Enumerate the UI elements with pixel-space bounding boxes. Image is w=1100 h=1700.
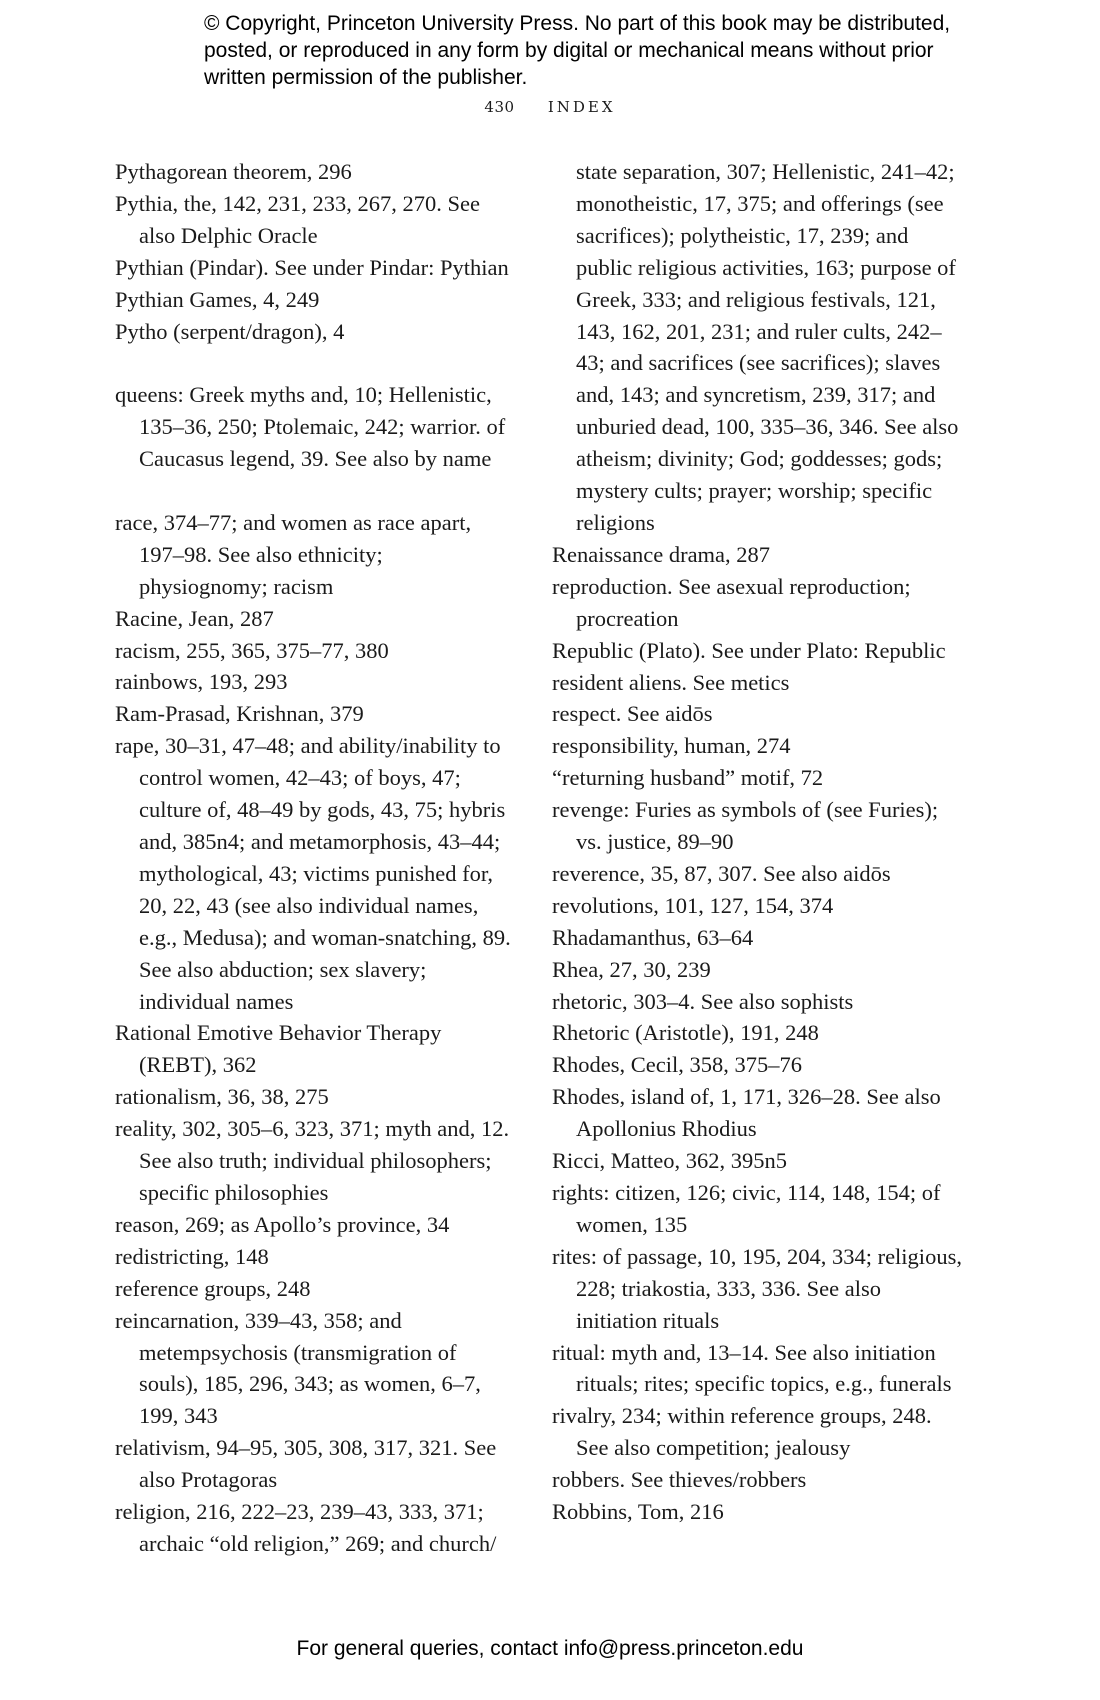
- index-entry: Pythia, the, 142, 231, 233, 267, 270. See also Delphic Oracle: [115, 190, 480, 248]
- index-column-left: [115, 156, 515, 1560]
- index-entry: Rhodes, Cecil, 358, 375–76: [552, 1052, 802, 1078]
- index-entry: relativism, 94–95, 305, 308, 317, 321. See also Protagoras: [115, 1435, 497, 1493]
- running-head: [0, 98, 1100, 116]
- index-entry: rights: citizen, 126; civic, 114, 148, 154; of women, 135: [552, 1180, 941, 1237]
- index-entry: “returning husband” motif, 72: [552, 765, 824, 791]
- index-entry: revolutions, 101, 127, 154, 374: [552, 892, 834, 918]
- index-entry: responsibility, human, 274: [552, 733, 791, 759]
- page-number: 430: [484, 98, 515, 116]
- index-column-right: [552, 156, 962, 1528]
- index-entry: Rhea, 27, 30, 239: [552, 956, 711, 982]
- index-entry: rationalism, 36, 38, 275: [115, 1084, 329, 1110]
- index-entry: rivalry, 234; within reference groups, 248. See also competition; jealousy: [552, 1403, 932, 1461]
- index-entry: revenge: Furies as symbols of (see Furies); vs. justice, 89–90: [552, 797, 939, 855]
- index-entry: resident aliens. See metics: [552, 669, 790, 695]
- index-entry: ritual: myth and, 13–14. See also initiation rituals; rites; specific topics, e.g., funerals: [552, 1339, 952, 1397]
- letter-group-gap: [115, 347, 515, 379]
- index-entry: Pytho (serpent/dragon), 4: [115, 318, 345, 344]
- index-entry: race, 374–77; and women as race apart, 197–98. See also ethnicity; physiognomy; racism: [115, 509, 472, 599]
- index-entry: Robbins, Tom, 216: [552, 1499, 724, 1525]
- index-entry: Rhadamanthus, 63–64: [552, 924, 754, 950]
- index-entry: reverence, 35, 87, 307. See also aidōs: [552, 860, 891, 886]
- index-entry: Republic (Plato). See under Plato: Republic: [552, 637, 946, 663]
- index-entry: robbers. See thieves/robbers: [552, 1467, 807, 1493]
- index-entry: reference groups, 248: [115, 1275, 311, 1301]
- index-entry-continuation: state separation, 307; Hellenistic, 241–42; monotheistic, 17, 375; and offerings (see sacrifices); polytheistic, 17, 239; and public religious activities, 163; purpose of Greek, 333; and religious festivals, 121, 143, 162, 201, 231; and ruler cults, 242–43; and sacrifices (see sacrifices); slaves and, 143; and syncretism, 239, 317; and unburied dead, 100, 335–36, 346. See also atheism; divinity; God; goddesses; gods; mystery cults; prayer; worship; specific religions: [576, 159, 959, 535]
- index-entry: reproduction. See asexual reproduction; procreation: [552, 573, 911, 631]
- letter-group-gap: [115, 475, 515, 507]
- index-entry: Racine, Jean, 287: [115, 605, 274, 631]
- index-entry: rape, 30–31, 47–48; and ability/inability to control women, 42–43; of boys, 47; culture of, 48–49 by gods, 43, 75; hybris and, 385n4; and metamorphosis, 43–44; mythological, 43; victims punished for, 20, 22, 43 (see also individual names, e.g., Medusa); and woman-snatching, 89. See also abduction; sex slavery; individual names: [115, 733, 511, 1014]
- index-entry: racism, 255, 365, 375–77, 380: [115, 637, 389, 663]
- index-entry: Pythian Games, 4, 249: [115, 286, 320, 312]
- index-entry: queens: Greek myths and, 10; Hellenistic, 135–36, 250; Ptolemaic, 242; warrior. of Caucasus legend, 39. See also by name: [115, 382, 506, 472]
- index-entry: Pythagorean theorem, 296: [115, 159, 352, 184]
- index-entry: rainbows, 193, 293: [115, 669, 288, 695]
- index-entry: religion, 216, 222–23, 239–43, 333, 371; archaic “old religion,” 269; and church/: [115, 1499, 497, 1556]
- index-entry: Rhodes, island of, 1, 171, 326–28. See also Apollonius Rhodius: [552, 1084, 941, 1142]
- index-entry: reason, 269; as Apollo’s province, 34: [115, 1211, 450, 1237]
- running-head-title: INDEX: [547, 98, 616, 116]
- index-entry: Ram-Prasad, Krishnan, 379: [115, 701, 364, 727]
- index-entry: reality, 302, 305–6, 323, 371; myth and, 12. See also truth; individual philosophers; specific philosophies: [115, 1116, 510, 1205]
- index-entry: Renaissance drama, 287: [552, 541, 771, 567]
- index-entry: Rational Emotive Behavior Therapy (REBT), 362: [115, 1020, 442, 1078]
- index-entry: redistricting, 148: [115, 1243, 269, 1269]
- copyright-notice: © Copyright, Princeton University Press. No part of this book may be distributed, posted, or reproduced in any form by digital or mechanical means without prior written permission of the publisher.: [204, 12, 951, 89]
- index-entry: Ricci, Matteo, 362, 395n5: [552, 1148, 787, 1174]
- index-entry: rites: of passage, 10, 195, 204, 334; religious, 228; triakostia, 333, 336. See also initiation rituals: [552, 1243, 962, 1333]
- index-entry: respect. See aidōs: [552, 701, 713, 727]
- index-entry: Pythian (Pindar). See under Pindar: Pythian: [115, 254, 509, 280]
- index-entry: Rhetoric (Aristotle), 191, 248: [552, 1020, 819, 1046]
- footer-contact: For general queries, contact info@press.princeton.edu: [296, 1637, 804, 1660]
- index-entry: reincarnation, 339–43, 358; and metempsychosis (transmigration of souls), 185, 296, 343; as women, 6–7, 199, 343: [115, 1307, 481, 1429]
- index-entry: rhetoric, 303–4. See also sophists: [552, 988, 854, 1014]
